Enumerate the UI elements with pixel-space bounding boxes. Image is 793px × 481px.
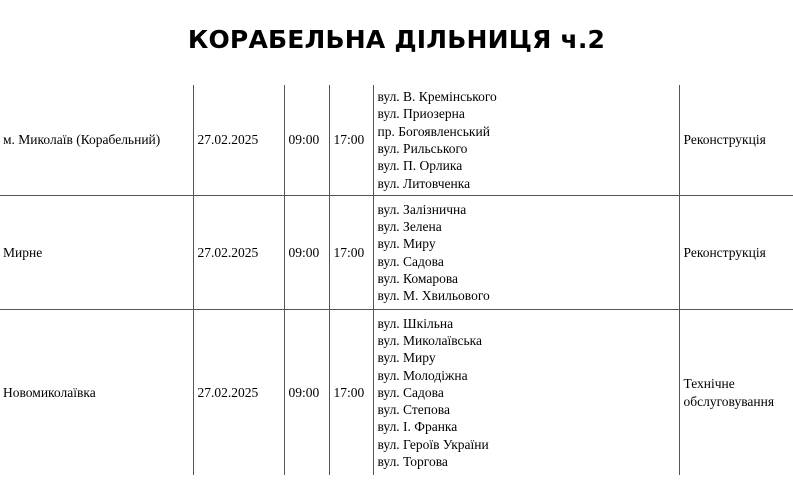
settlement-cell: Новомиколаївка <box>3 384 96 400</box>
end-time-cell: 17:00 <box>329 310 373 476</box>
street-item: вул. В. Кремінського <box>377 89 497 105</box>
date-cell: 27.02.2025 <box>193 310 284 476</box>
street-item: вул. Залізнична <box>377 201 467 217</box>
settlement-cell: м. Миколаїв (Корабельний) <box>0 85 193 196</box>
street-item: вул. Садова <box>377 384 444 400</box>
street-item: вул. Приозерна <box>377 106 465 122</box>
page-title: КОРАБЕЛЬНА ДІЛЬНИЦЯ ч.2 <box>187 25 606 54</box>
table-row <box>0 85 793 196</box>
streets-cell <box>373 196 679 310</box>
end-time-cell: 17:00 <box>329 196 373 310</box>
street-item: вул. Миру <box>377 236 436 252</box>
street-item: вул. Героїв України <box>377 436 489 452</box>
street-item: вул. І. Франка <box>377 419 458 435</box>
streets-cell <box>373 85 679 196</box>
street-item: вул. Миру <box>377 350 436 366</box>
street-item: вул. П. Орлика <box>377 158 463 174</box>
street-item: вул. Торгова <box>377 454 448 470</box>
street-item: пр. Богоявленський <box>377 123 490 139</box>
settlement-cell: Мирне <box>0 196 193 310</box>
end-time-cell: 17:00 <box>329 85 373 196</box>
streets-cell <box>373 310 679 476</box>
street-item: вул. Рильського <box>377 141 468 156</box>
street-item: вул. Садова <box>377 253 444 269</box>
work-type-cell: Технічне обслуговування <box>679 310 793 476</box>
start-time-cell: 09:00 <box>284 310 329 476</box>
table-row <box>0 196 793 310</box>
start-time-cell: 09:00 <box>284 196 329 310</box>
street-item: вул. Литовченка <box>377 175 471 191</box>
work-type-cell: Реконструкція <box>679 196 793 310</box>
date-cell: 27.02.2025 <box>193 85 284 196</box>
street-item: вул. Миколаївська <box>377 332 482 348</box>
street-item: вул. М. Хвильового <box>377 288 490 304</box>
street-item: вул. Зелена <box>377 218 442 234</box>
table-row <box>0 310 793 476</box>
date-cell: 27.02.2025 <box>193 196 284 310</box>
outage-schedule-table <box>0 85 793 475</box>
street-item: вул. Шкільна <box>377 315 454 331</box>
street-item: вул. Степова <box>377 402 450 418</box>
start-time-cell: 09:00 <box>284 85 329 196</box>
street-item: вул. Молодіжна <box>377 367 468 383</box>
work-type-cell: Реконструкція <box>679 85 793 196</box>
street-item: вул. Комарова <box>377 270 459 286</box>
